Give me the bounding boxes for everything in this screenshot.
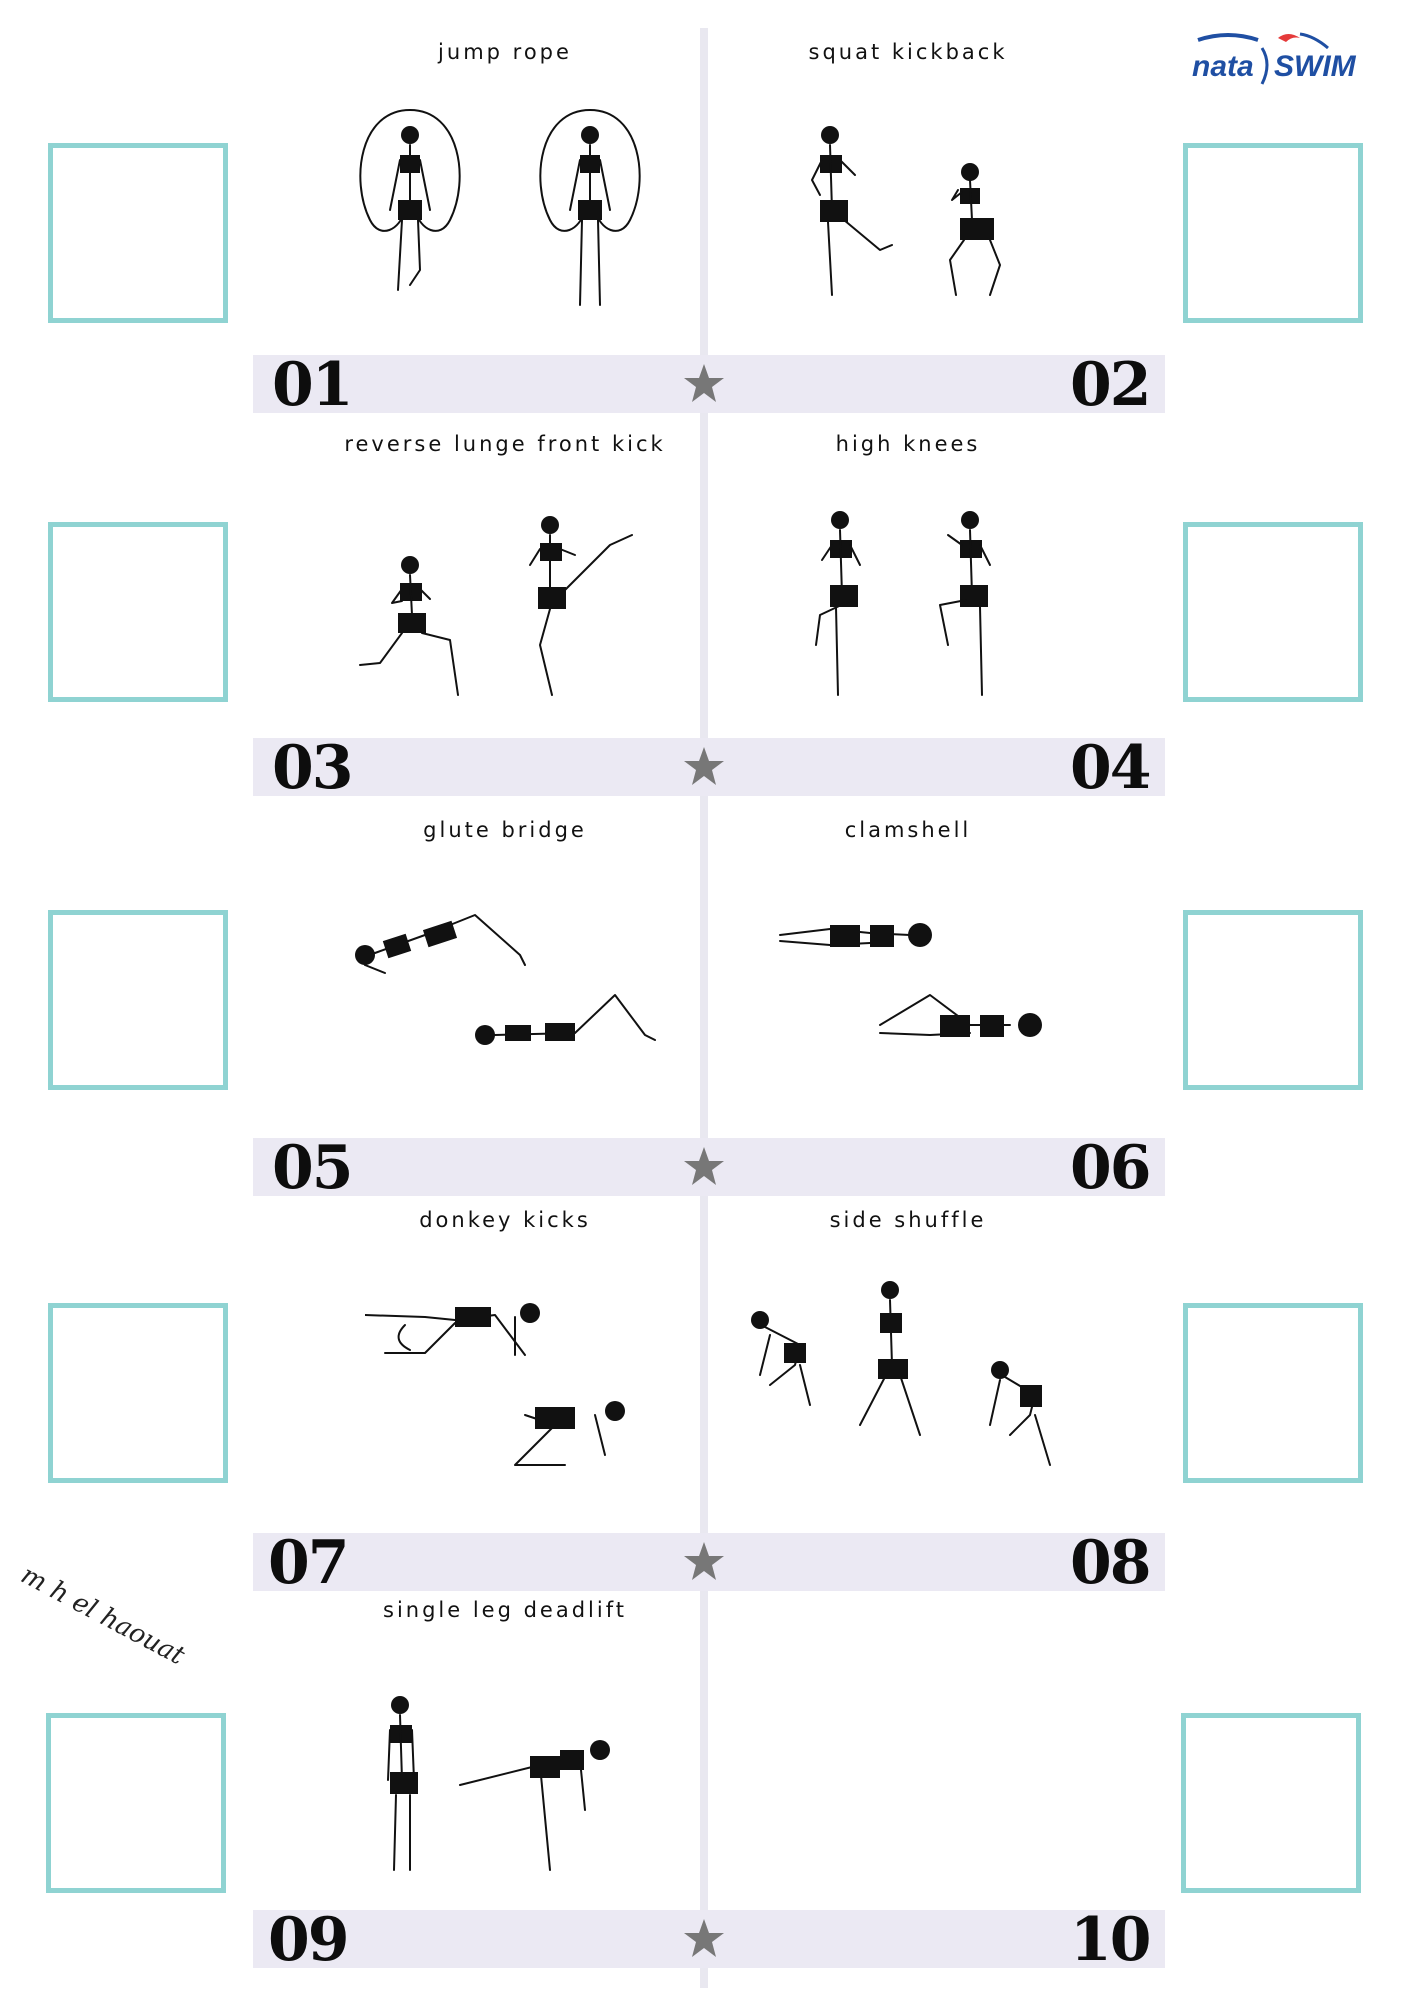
exercise-number-07: 07	[268, 1528, 348, 1598]
checkbox-05[interactable]	[48, 910, 228, 1090]
exercise-number-08: 08	[1070, 1528, 1150, 1598]
exercise-title-04: high knees	[835, 432, 981, 456]
star-icon	[682, 1917, 726, 1961]
center-divider	[700, 28, 708, 1988]
checkbox-06[interactable]	[1183, 910, 1363, 1090]
checkbox-01[interactable]	[48, 143, 228, 323]
star-icon	[682, 745, 726, 789]
star-icon	[682, 1145, 726, 1189]
illustration-jump-rope	[350, 100, 650, 330]
exercise-title-03: reverse lunge front kick	[344, 432, 666, 456]
svg-text:nata: nata	[1192, 50, 1254, 83]
svg-text:SWIM: SWIM	[1274, 50, 1356, 83]
illustration-reverse-lunge-front-kick	[350, 505, 670, 705]
checkbox-02[interactable]	[1183, 143, 1363, 323]
exercise-number-06: 06	[1070, 1133, 1150, 1203]
checkbox-10[interactable]	[1181, 1713, 1361, 1893]
signature: m h el haouat	[15, 1560, 190, 1672]
illustration-squat-kickback	[800, 120, 1040, 310]
exercise-title-08: side shuffle	[829, 1208, 987, 1232]
checkbox-04[interactable]	[1183, 522, 1363, 702]
exercise-number-03: 03	[272, 733, 352, 803]
brand-logo	[1188, 28, 1368, 88]
exercise-title-09: single leg deadlift	[383, 1598, 627, 1622]
illustration-donkey-kicks	[365, 1295, 665, 1485]
illustration-glute-bridge	[345, 905, 665, 1075]
star-icon	[682, 362, 726, 406]
checkbox-08[interactable]	[1183, 1303, 1363, 1483]
illustration-side-shuffle	[740, 1275, 1080, 1495]
illustration-clamshell	[770, 905, 1070, 1075]
exercise-title-05: glute bridge	[423, 818, 587, 842]
exercise-number-09: 09	[268, 1905, 348, 1975]
exercise-number-04: 04	[1070, 733, 1150, 803]
exercise-title-02: squat kickback	[808, 40, 1008, 64]
exercise-number-10: 10	[1070, 1905, 1150, 1975]
checkbox-03[interactable]	[48, 522, 228, 702]
exercise-title-07: donkey kicks	[419, 1208, 591, 1232]
exercise-title-06: clamshell	[844, 818, 972, 842]
exercise-title-01: jump rope	[438, 40, 572, 64]
checkbox-07[interactable]	[48, 1303, 228, 1483]
exercise-number-05: 05	[272, 1133, 352, 1203]
exercise-number-01: 01	[272, 350, 352, 420]
illustration-high-knees	[800, 505, 1040, 705]
illustration-single-leg-deadlift	[360, 1690, 660, 1890]
star-icon	[682, 1540, 726, 1584]
checkbox-09[interactable]	[46, 1713, 226, 1893]
exercise-number-02: 02	[1070, 350, 1150, 420]
